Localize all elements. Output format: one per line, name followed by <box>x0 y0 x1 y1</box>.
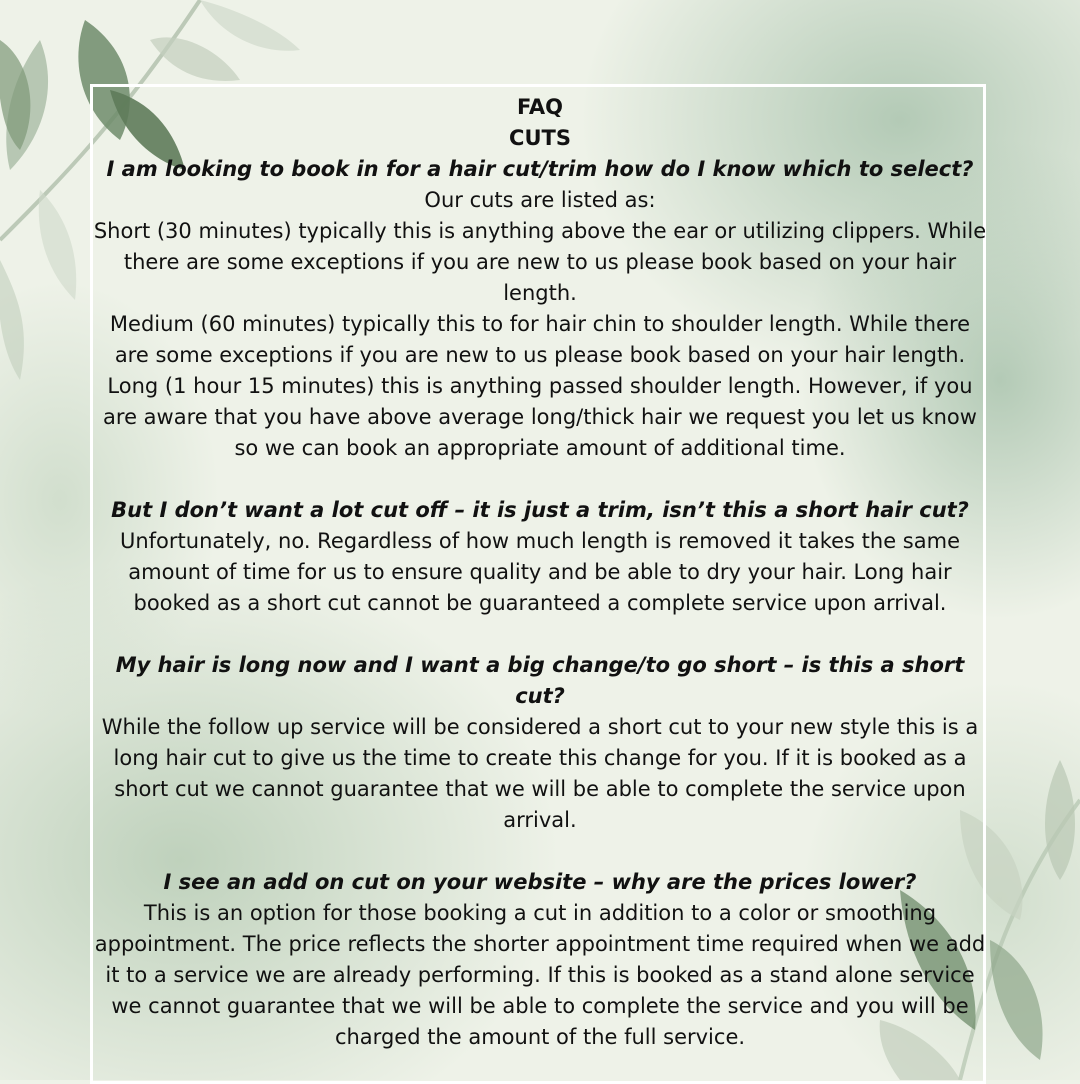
faq-answer: This is an option for those booking a cut in addition to a color or smoothing appointment. The price reflects the shorter appointment time required when we add it to a service we are already performing. If this is booked as a stand alone service we cannot guarantee that we will be able to complete the service and you will be charged the amount of the full service. <box>94 901 986 1049</box>
faq-answer: Unfortunately, no. Regardless of how much length is removed it takes the same amount of time for us to ensure quality and be able to dry your hair. Long hair booked as a short cut cannot be guaranteed a complete service upon arrival. <box>119 529 960 615</box>
faq-answer: While the follow up service will be considered a short cut to your new style this is a long hair cut to give us the time to create this change for you. If it is booked as a short cut we cannot guarantee that we will be able to complete the service upon arrival. <box>101 715 979 832</box>
faq-answer: Our cuts are listed as: <box>424 188 656 212</box>
faq-item <box>92 650 988 836</box>
faq-question: I am looking to book in for a hair cut/trim how do I know which to select? <box>106 157 974 181</box>
faq-answer: Long (1 hour 15 minutes) this is anything passed shoulder length. However, if you are aware that you have above average long/thick hair we request you let us know so we can book an appropriate amount of additional time. <box>103 374 977 460</box>
faq-answer: Medium (60 minutes) typically this to for hair chin to shoulder length. While there are some exceptions if you are new to us please book based on your hair length. <box>109 312 971 367</box>
faq-item <box>92 867 988 1053</box>
faq-item <box>92 154 988 464</box>
faq-item <box>92 495 988 619</box>
faq-title: FAQ <box>516 95 564 119</box>
section-heading: CUTS <box>509 126 571 150</box>
faq-question: My hair is long now and I want a big change/to go short – is this a short cut? <box>115 653 965 708</box>
faq-question: But I don’t want a lot cut off – it is just a trim, isn’t this a short hair cut? <box>111 498 969 522</box>
faq-question: I see an add on cut on your website – why are the prices lower? <box>163 870 917 894</box>
faq-content <box>92 92 988 1053</box>
faq-answer: Short (30 minutes) typically this is anything above the ear or utilizing clippers. While there are some exceptions if you are new to us please book based on your hair length. <box>93 219 987 305</box>
